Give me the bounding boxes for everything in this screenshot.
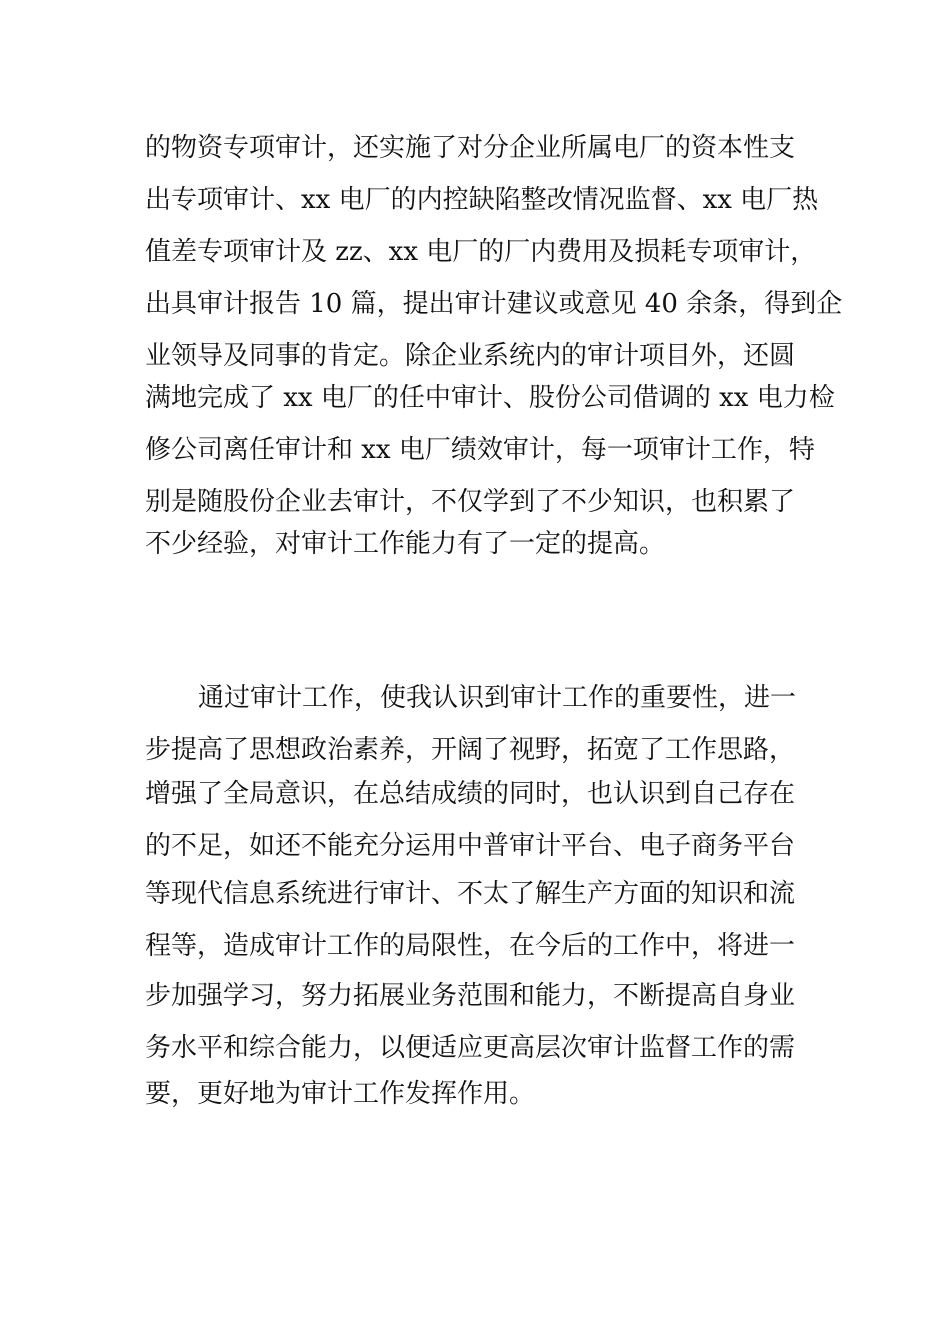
paragraph-line: 业领导及同事的肯定。除企业系统内的审计项目外，还圆	[145, 341, 796, 371]
paragraph-line: 别是随股份企业去审计，不仅学到了不少知识，也积累了	[145, 487, 796, 517]
paragraph-line: 务水平和综合能力，以便适应更高层次审计监督工作的需	[145, 1033, 796, 1063]
paragraph-line: 不少经验，对审计工作能力有了一定的提高。	[145, 529, 666, 559]
paragraph-line: 等现代信息系统进行审计、不太了解生产方面的知识和流	[145, 879, 796, 909]
paragraph-line: 程等，造成审计工作的局限性，在今后的工作中，将进一	[145, 931, 796, 961]
paragraph-line: 出具审计报告 10 篇，提出审计建议或意见 40 余条，得到企	[145, 289, 843, 319]
paragraph-line: 的物资专项审计，还实施了对分企业所属电厂的资本性支	[145, 133, 796, 163]
paragraph-line: 通过审计工作，使我认识到审计工作的重要性，进一	[198, 683, 797, 713]
paragraph-line: 步提高了思想政治素养，开阔了视野，拓宽了工作思路，	[145, 735, 796, 765]
paragraph-line: 修公司离任审计和 xx 电厂绩效审计，每一项审计工作，特	[145, 435, 815, 465]
paragraph-line: 增强了全局意识，在总结成绩的同时，也认识到自己存在	[145, 779, 796, 809]
paragraph-line: 出专项审计、xx 电厂的内控缺陷整改情况监督、xx 电厂热	[145, 185, 819, 215]
paragraph-line: 要，更好地为审计工作发挥作用。	[145, 1079, 536, 1109]
paragraph-line: 满地完成了 xx 电厂的任中审计、股份公司借调的 xx 电力检	[145, 383, 835, 413]
paragraph-line: 的不足，如还不能充分运用中普审计平台、电子商务平台	[145, 831, 796, 861]
paragraph-line: 值差专项审计及 zz、xx 电厂的厂内费用及损耗专项审计，	[145, 237, 817, 267]
paragraph-line: 步加强学习，努力拓展业务范围和能力，不断提高自身业	[145, 981, 796, 1011]
